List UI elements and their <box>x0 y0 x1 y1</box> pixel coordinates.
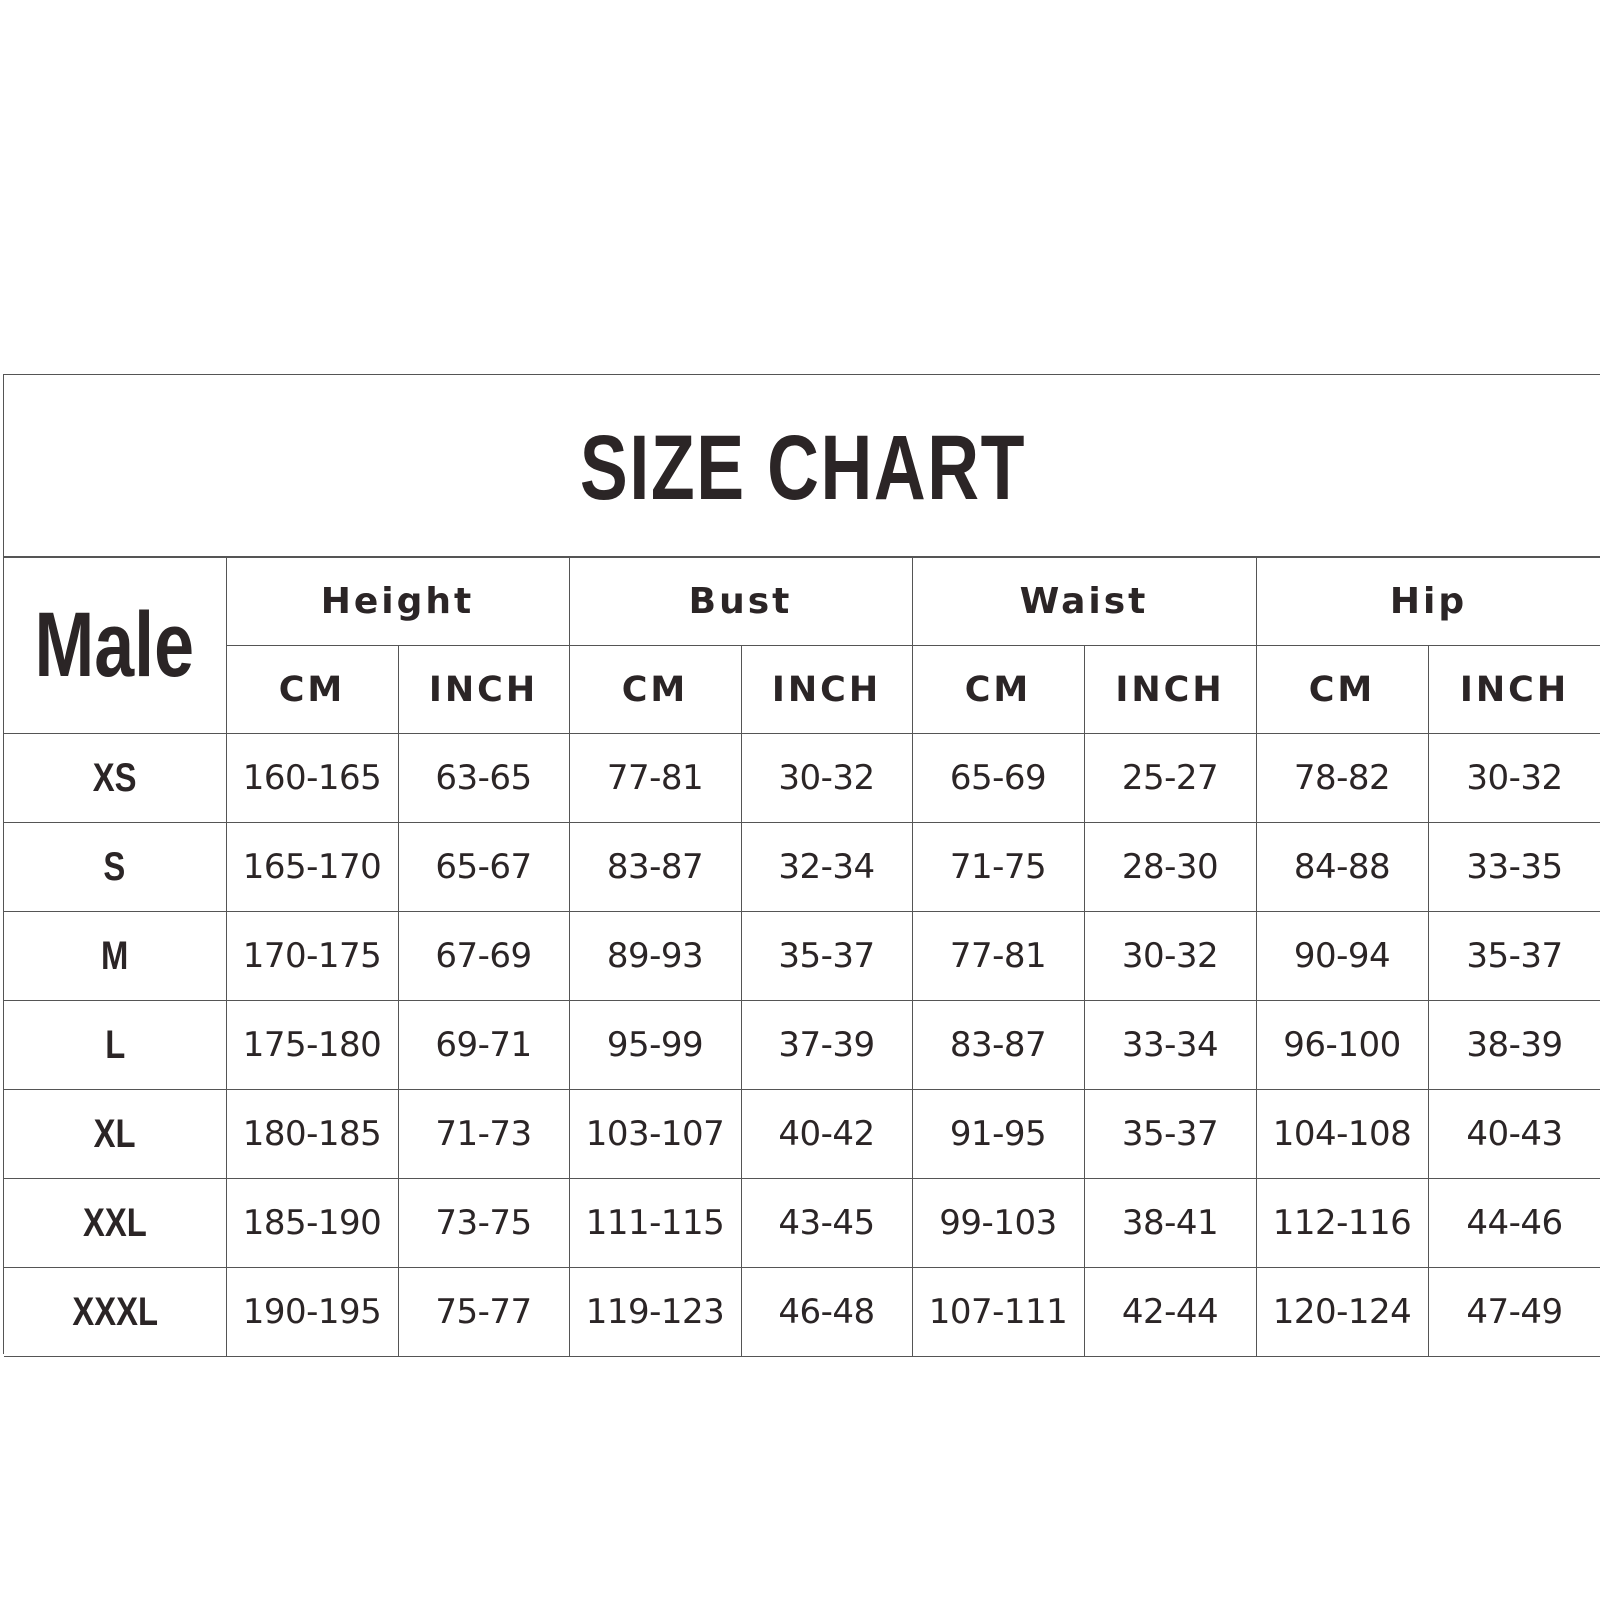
cell-hip-inch: 47-49 <box>1428 1268 1600 1357</box>
cell-hip-inch: 35-37 <box>1428 912 1600 1001</box>
cell-height-inch: 71-73 <box>398 1090 569 1179</box>
size-label: S <box>103 844 126 889</box>
cell-height-inch: 67-69 <box>398 912 569 1001</box>
cell-bust-cm: 111-115 <box>569 1179 741 1268</box>
size-cell <box>4 912 226 1001</box>
cell-waist-cm: 107-111 <box>912 1268 1084 1357</box>
unit-height-cm: CM <box>226 646 398 734</box>
size-cell <box>4 1001 226 1090</box>
cell-bust-inch: 43-45 <box>741 1179 912 1268</box>
cell-waist-cm: 99-103 <box>912 1179 1084 1268</box>
cell-hip-cm: 120-124 <box>1256 1268 1428 1357</box>
cell-hip-inch: 30-32 <box>1428 734 1600 823</box>
header-bust: Bust <box>569 558 912 646</box>
table-row <box>4 1090 1600 1179</box>
cell-hip-cm: 112-116 <box>1256 1179 1428 1268</box>
cell-bust-cm: 83-87 <box>569 823 741 912</box>
table-row <box>4 734 1600 823</box>
size-cell <box>4 1179 226 1268</box>
size-table <box>4 557 1600 1357</box>
size-cell <box>4 823 226 912</box>
cell-waist-inch: 42-44 <box>1084 1268 1256 1357</box>
unit-height-inch: INCH <box>398 646 569 734</box>
cell-hip-inch: 38-39 <box>1428 1001 1600 1090</box>
cell-bust-cm: 77-81 <box>569 734 741 823</box>
cell-bust-inch: 35-37 <box>741 912 912 1001</box>
table-row <box>4 1268 1600 1357</box>
size-rows <box>4 734 1600 1357</box>
cell-height-cm: 170-175 <box>226 912 398 1001</box>
cell-bust-inch: 37-39 <box>741 1001 912 1090</box>
cell-height-inch: 63-65 <box>398 734 569 823</box>
cell-height-inch: 73-75 <box>398 1179 569 1268</box>
size-label: M <box>101 933 129 978</box>
gender-cell <box>4 558 226 734</box>
size-cell <box>4 734 226 823</box>
cell-waist-cm: 83-87 <box>912 1001 1084 1090</box>
table-row <box>4 1001 1600 1090</box>
cell-waist-cm: 71-75 <box>912 823 1084 912</box>
unit-bust-inch: INCH <box>741 646 912 734</box>
cell-height-cm: 185-190 <box>226 1179 398 1268</box>
cell-bust-cm: 95-99 <box>569 1001 741 1090</box>
header-height: Height <box>226 558 569 646</box>
cell-height-cm: 165-170 <box>226 823 398 912</box>
header-hip: Hip <box>1256 558 1600 646</box>
size-label: XXL <box>82 1200 147 1245</box>
cell-height-cm: 175-180 <box>226 1001 398 1090</box>
cell-bust-inch: 40-42 <box>741 1090 912 1179</box>
unit-bust-cm: CM <box>569 646 741 734</box>
size-label: XXXL <box>71 1289 158 1334</box>
cell-bust-inch: 30-32 <box>741 734 912 823</box>
title-row <box>4 375 1600 557</box>
cell-bust-cm: 89-93 <box>569 912 741 1001</box>
header-waist: Waist <box>912 558 1256 646</box>
cell-height-inch: 69-71 <box>398 1001 569 1090</box>
cell-waist-cm: 65-69 <box>912 734 1084 823</box>
cell-waist-inch: 25-27 <box>1084 734 1256 823</box>
cell-waist-cm: 77-81 <box>912 912 1084 1001</box>
cell-height-cm: 190-195 <box>226 1268 398 1357</box>
cell-hip-cm: 104-108 <box>1256 1090 1428 1179</box>
cell-hip-cm: 78-82 <box>1256 734 1428 823</box>
cell-hip-inch: 33-35 <box>1428 823 1600 912</box>
cell-waist-inch: 33-34 <box>1084 1001 1256 1090</box>
cell-waist-inch: 28-30 <box>1084 823 1256 912</box>
cell-bust-cm: 103-107 <box>569 1090 741 1179</box>
size-label: L <box>104 1022 125 1067</box>
cell-bust-inch: 32-34 <box>741 823 912 912</box>
cell-bust-cm: 119-123 <box>569 1268 741 1357</box>
header-row-measurements <box>4 558 1600 646</box>
cell-height-cm: 160-165 <box>226 734 398 823</box>
cell-hip-inch: 40-43 <box>1428 1090 1600 1179</box>
cell-height-inch: 75-77 <box>398 1268 569 1357</box>
table-row <box>4 1179 1600 1268</box>
unit-waist-cm: CM <box>912 646 1084 734</box>
cell-bust-inch: 46-48 <box>741 1268 912 1357</box>
cell-height-cm: 180-185 <box>226 1090 398 1179</box>
cell-hip-cm: 90-94 <box>1256 912 1428 1001</box>
gender-label: Male <box>34 594 195 696</box>
cell-waist-cm: 91-95 <box>912 1090 1084 1179</box>
cell-waist-inch: 30-32 <box>1084 912 1256 1001</box>
unit-waist-inch: INCH <box>1084 646 1256 734</box>
size-cell <box>4 1090 226 1179</box>
table-row <box>4 912 1600 1001</box>
cell-hip-cm: 84-88 <box>1256 823 1428 912</box>
cell-height-inch: 65-67 <box>398 823 569 912</box>
unit-hip-cm: CM <box>1256 646 1428 734</box>
unit-hip-inch: INCH <box>1428 646 1600 734</box>
chart-title: SIZE CHART <box>579 417 1026 519</box>
cell-waist-inch: 38-41 <box>1084 1179 1256 1268</box>
size-label: XL <box>93 1111 136 1156</box>
table-row <box>4 823 1600 912</box>
size-chart <box>3 374 1600 1354</box>
cell-waist-inch: 35-37 <box>1084 1090 1256 1179</box>
cell-hip-cm: 96-100 <box>1256 1001 1428 1090</box>
size-cell <box>4 1268 226 1357</box>
size-label: XS <box>92 755 137 800</box>
header-row-units <box>4 646 1600 734</box>
cell-hip-inch: 44-46 <box>1428 1179 1600 1268</box>
